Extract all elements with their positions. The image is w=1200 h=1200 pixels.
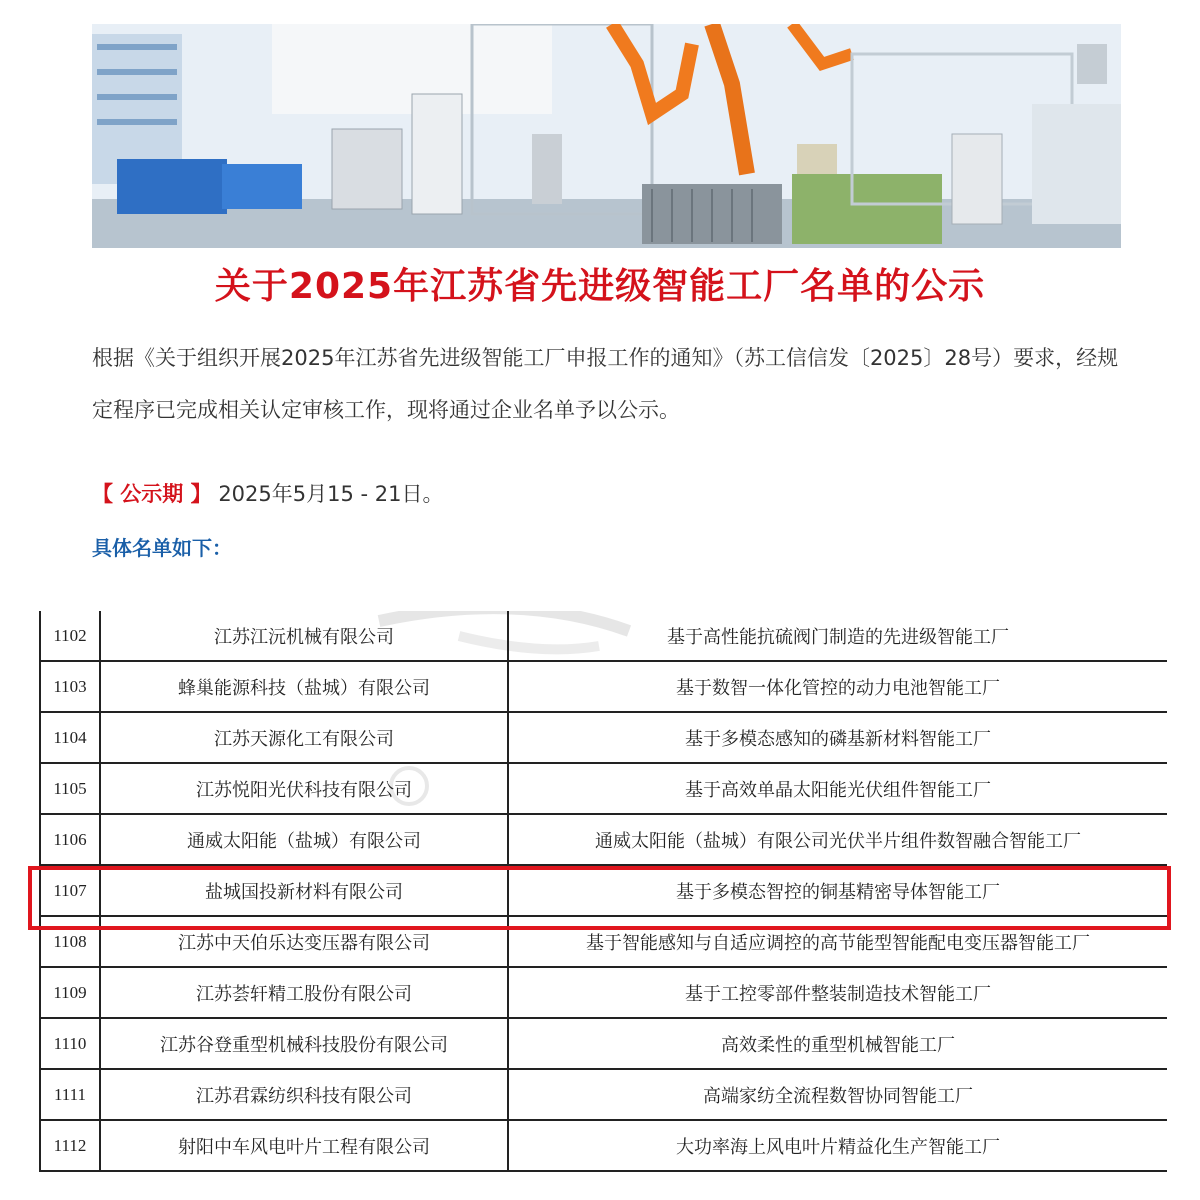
row-number: 1111: [40, 1069, 100, 1120]
table-row: [40, 814, 1167, 865]
company-name: 江苏悦阳光伏科技有限公司: [100, 763, 508, 814]
table-row: [40, 661, 1167, 712]
factory-name: 大功率海上风电叶片精益化生产智能工厂: [508, 1120, 1167, 1171]
factory-name: 高端家纺全流程数智协同智能工厂: [508, 1069, 1167, 1120]
publicity-period-value: 2025年5月15 - 21日。: [218, 482, 444, 506]
company-name: 江苏谷登重型机械科技股份有限公司: [100, 1018, 508, 1069]
factory-list-table-wrapper: [39, 611, 1167, 1200]
table-row: [40, 865, 1167, 916]
factory-name: 基于工控零部件整装制造技术智能工厂: [508, 967, 1167, 1018]
factory-name: 基于数智一体化管控的动力电池智能工厂: [508, 661, 1167, 712]
factory-name: 基于智能感知与自适应调控的高节能型智能配电变压器智能工厂: [508, 916, 1167, 967]
page-title: 关于2025年江苏省先进级智能工厂名单的公示: [214, 266, 986, 307]
company-name: 江苏荟轩精工股份有限公司: [100, 967, 508, 1018]
company-name: 通威太阳能（盐城）有限公司: [100, 814, 508, 865]
list-heading: 具体名单如下：: [92, 536, 232, 560]
row-number: 1106: [40, 814, 100, 865]
factory-name: 高效柔性的重型机械智能工厂: [508, 1018, 1167, 1069]
factory-name: 基于多模态感知的磷基新材料智能工厂: [508, 712, 1167, 763]
table-row: [40, 611, 1167, 661]
table-row: [40, 1069, 1167, 1120]
publicity-period: [92, 478, 444, 508]
table-row: [40, 916, 1167, 967]
row-number: 1102: [40, 611, 100, 661]
table-row: [40, 967, 1167, 1018]
company-name: 江苏天源化工有限公司: [100, 712, 508, 763]
row-number: 1107: [40, 865, 100, 916]
table-row: [40, 763, 1167, 814]
table-row: [40, 1120, 1167, 1171]
company-name: 蜂巢能源科技（盐城）有限公司: [100, 661, 508, 712]
row-number: 1105: [40, 763, 100, 814]
row-number: 1108: [40, 916, 100, 967]
company-name: 江苏江沅机械有限公司: [100, 611, 508, 661]
company-name: 江苏中天伯乐达变压器有限公司: [100, 916, 508, 967]
table-row: [40, 712, 1167, 763]
row-number: 1112: [40, 1120, 100, 1171]
factory-banner-illustration: [92, 24, 1121, 248]
factory-name: 基于高效单晶太阳能光伏组件智能工厂: [508, 763, 1167, 814]
row-number: 1103: [40, 661, 100, 712]
factory-list-table: [39, 611, 1167, 1172]
company-name: 盐城国投新材料有限公司: [100, 865, 508, 916]
publicity-period-label: 【 公示期 】: [92, 482, 212, 506]
factory-name: 通威太阳能（盐城）有限公司光伏半片组件数智融合智能工厂: [508, 814, 1167, 865]
factory-banner: [92, 24, 1121, 248]
factory-name: 基于多模态智控的铜基精密导体智能工厂: [508, 865, 1167, 916]
row-number: 1104: [40, 712, 100, 763]
row-number: 1109: [40, 967, 100, 1018]
row-number: 1110: [40, 1018, 100, 1069]
company-name: 射阳中车风电叶片工程有限公司: [100, 1120, 508, 1171]
factory-name: 基于高性能抗硫阀门制造的先进级智能工厂: [508, 611, 1167, 661]
intro-paragraph: 根据《关于组织开展2025年江苏省先进级智能工厂申报工作的通知》（苏工信信发〔2025〕28号）要求，经规定程序已完成相关认定审核工作，现将通过企业名单予以公示。: [92, 346, 1119, 422]
table-row: [40, 1018, 1167, 1069]
company-name: 江苏君霖纺织科技有限公司: [100, 1069, 508, 1120]
